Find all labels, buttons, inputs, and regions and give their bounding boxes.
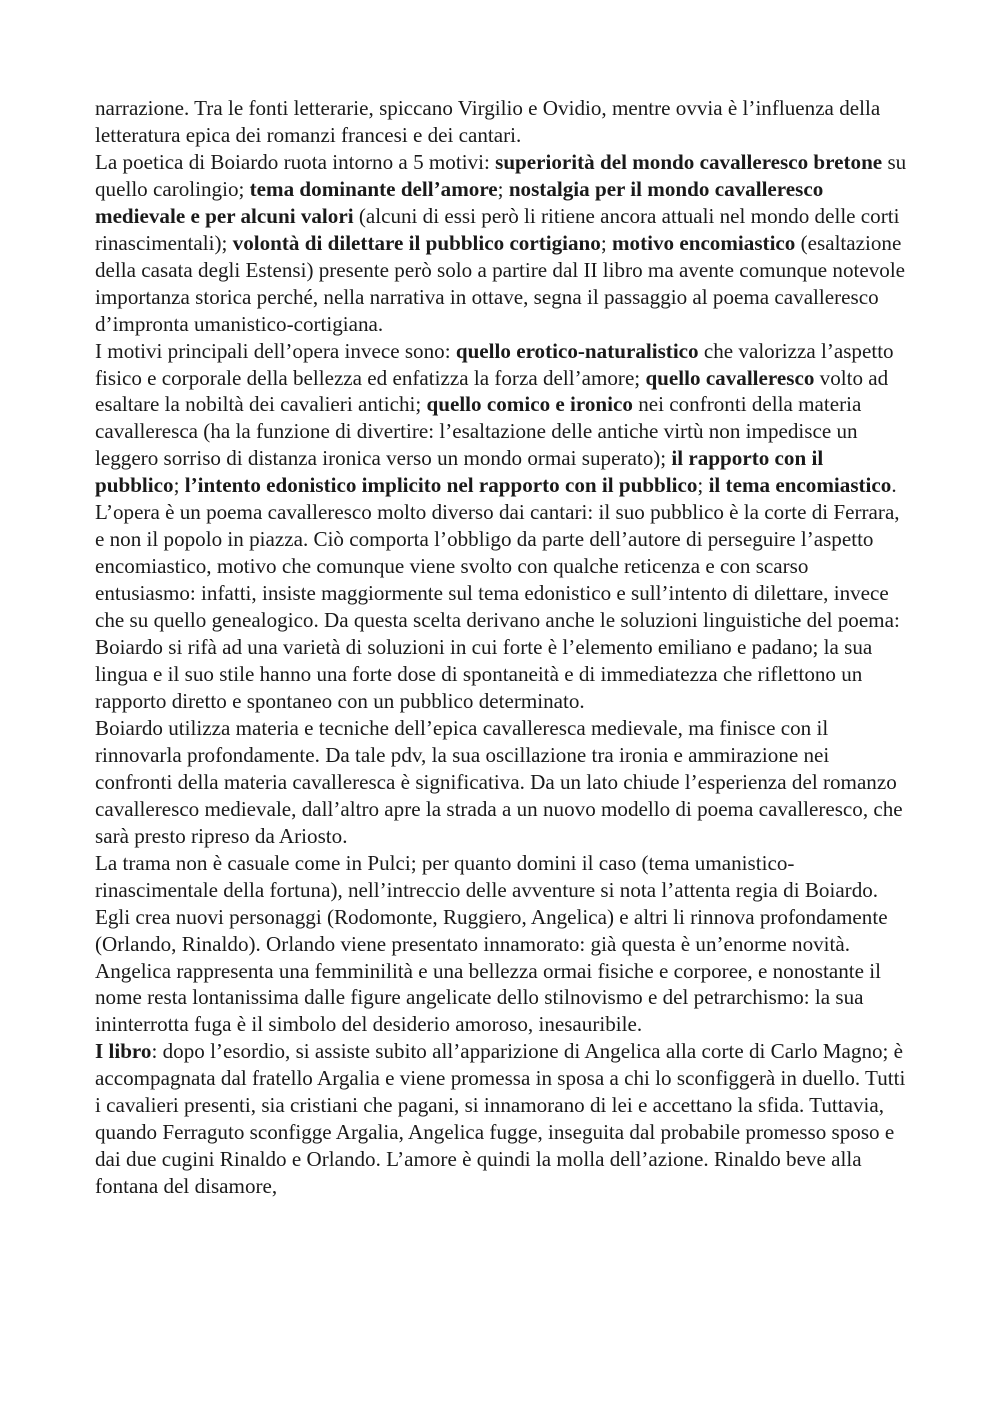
bold-text-run: il rapporto con il pubblico xyxy=(95,446,824,498)
text-run: narrazione. Tra le fonti letterarie, spiccano Virgilio e Ovidio, mentre ovvia è l’influenza della letteratura epica dei romanzi francesi e dei cantari. xyxy=(95,96,881,147)
text-run: Boiardo utilizza materia e tecniche dell’epica cavalleresca medievale, ma finisce con il rinnovarla profondamente. Da tale pdv, la sua oscillazione tra ironia e ammirazione nei confronti della materia cavalleresca è significativa. Da un lato chiude l’esperienza del romanzo cavalleresco medievale, dall’altro apre la strada a un nuovo modello di poema cavalleresco, che sarà presto ripreso da Ariosto. xyxy=(95,715,903,848)
text-run: (esaltazione della casata degli Estensi) presente però solo a partire dal II libro ma avente comunque notevole importanza storica perché, nella narrativa in ottave, segna il passaggio al poema cavalleresco d’impronta umanistico-cortigiana. xyxy=(95,230,906,336)
paragraph-6 xyxy=(95,1038,907,1200)
bold-text-run: quello comico e ironico xyxy=(426,392,633,417)
text-run: ; xyxy=(600,230,612,255)
text-run: I motivi principali dell’opera invece sono: xyxy=(95,338,456,363)
bold-text-run: superiorità del mondo cavalleresco bretone xyxy=(495,149,883,174)
bold-text-run: l’intento edonistico implicito nel rapporto con il pubblico xyxy=(184,473,698,498)
bold-text-run: volontà di dilettare il pubblico cortigiano xyxy=(232,230,601,255)
document-body xyxy=(95,95,907,1200)
paragraph-3 xyxy=(95,338,907,715)
text-run: . L’opera è un poema cavalleresco molto diverso dai cantari: il suo pubblico è la corte di Ferrara, e non il popolo in piazza. Ciò comporta l’obbligo da parte dell’autore di perseguire l’aspetto encomiastico, motivo che comunque viene svolto con qualche reticenza e con scarso entusiasmo: infatti, insiste maggiormente sul tema edonistico e sull’intento di dilettare, invece che su quello genealogico. Da questa scelta derivano anche le soluzioni linguistiche del poema: Boiardo si rifà ad una varietà di soluzioni in cui forte è l’elemento emiliano e padano; la sua lingua e il suo stile hanno una forte dose di spontaneità e di immediatezza che riflettono un rapporto diretto e spontaneo con un pubblico determinato. xyxy=(95,473,900,713)
text-run: ; xyxy=(497,176,509,201)
text-run: che valorizza l’aspetto fisico e corporale della bellezza ed enfatizza la forza dell’amore; xyxy=(95,338,894,390)
bold-text-run: tema dominante dell’amore xyxy=(249,176,498,201)
bold-text-run: I libro xyxy=(95,1039,152,1064)
text-run: ; xyxy=(173,473,185,498)
bold-text-run: nostalgia per il mondo cavalleresco medievale e per alcuni valori xyxy=(95,176,824,228)
text-run: su quello carolingio; xyxy=(95,149,907,201)
bold-text-run: quello cavalleresco xyxy=(645,365,815,390)
text-run: ; xyxy=(697,473,709,498)
text-run: nei confronti della materia cavalleresca (ha la funzione di divertire: l’esaltazione delle antiche virtù non impedisce un leggero sorriso di distanza ironica verso un mondo ormai superato); xyxy=(95,392,862,471)
text-run: (alcuni di essi però li ritiene ancora attuali nel mondo delle corti rinascimentali); xyxy=(95,203,900,255)
text-run: La trama non è casuale come in Pulci; per quanto domini il caso (tema umanistico-rinascimentale della fortuna), nell’intreccio delle avventure si nota l’attenta regia di Boiardo. Egli crea nuovi personaggi (Rodomonte, Ruggiero, Angelica) e altri li rinnova profondamente (Orlando, Rinaldo). Orlando viene presentato innamorato: già questa è un’enorme novità. Angelica rappresenta una femminilità e una bellezza ormai fisiche e corporee, e nonostante il nome resta lontanissima dalle figure angelicate dello stilnovismo e del petrarchismo: la sua ininterrotta fuga è il simbolo del desiderio amoroso, inesauribile. xyxy=(95,850,888,1037)
bold-text-run: quello erotico-naturalistico xyxy=(455,338,699,363)
paragraph-2 xyxy=(95,149,907,338)
paragraph-4 xyxy=(95,715,907,850)
text-run: La poetica di Boiardo ruota intorno a 5 motivi: xyxy=(95,149,496,174)
text-run: : dopo l’esordio, si assiste subito all’apparizione di Angelica alla corte di Carlo Magno; è accompagnata dal fratello Argalia e viene promessa in sposa a chi lo sconfiggerà in duello. Tutti i cavalieri presenti, sia cristiani che pagani, si innamorano di lei e accettano la sfida. Tuttavia, quando Ferraguto sconfigge Argalia, Angelica fugge, inseguita dal probabile promesso sposo e dai due cugini Rinaldo e Orlando. L’amore è quindi la molla dell’azione. Rinaldo beve alla fontana del disamore, xyxy=(95,1039,906,1199)
paragraph-1 xyxy=(95,95,907,149)
bold-text-run: motivo encomiastico xyxy=(611,230,796,255)
bold-text-run: il tema encomiastico xyxy=(708,473,892,498)
text-run: volto ad esaltare la nobiltà dei cavalieri antichi; xyxy=(95,365,889,417)
paragraph-5 xyxy=(95,850,907,1039)
